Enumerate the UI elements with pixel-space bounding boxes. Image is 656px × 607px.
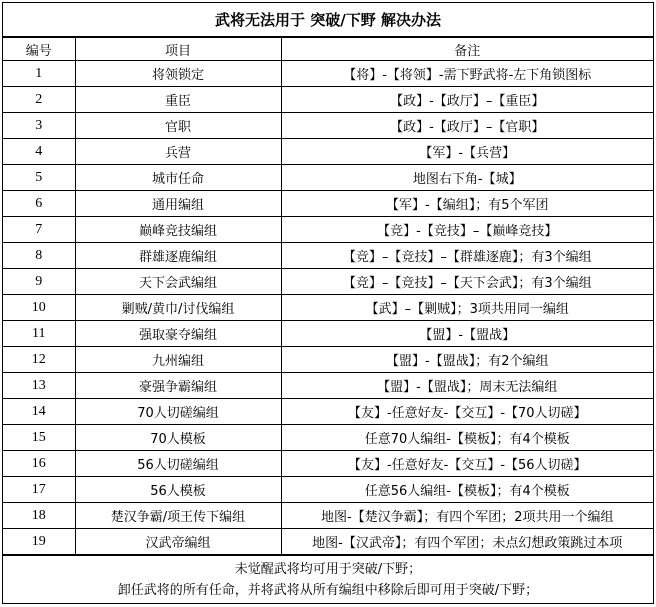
row-number: 11 — [3, 321, 75, 347]
row-notes: 地图右下角-【城】 — [281, 165, 653, 191]
row-notes: 【盟】-【盟战】；有2个编组 — [281, 347, 653, 373]
table-row — [3, 139, 653, 165]
row-number: 17 — [3, 477, 75, 503]
table-row — [3, 477, 653, 503]
row-notes: 【竞】–【竞技】–【天下会武】；有3个编组 — [281, 269, 653, 295]
table-row — [3, 243, 653, 269]
row-number: 4 — [3, 139, 75, 165]
row-number: 2 — [3, 87, 75, 113]
solution-sheet — [2, 2, 654, 604]
table-row — [3, 399, 653, 425]
row-item: 天下会武编组 — [75, 269, 281, 295]
row-notes: 【政】-【政厅】–【重臣】 — [281, 87, 653, 113]
row-item: 56人切磋编组 — [75, 451, 281, 477]
sheet-title: 武将无法用于 突破/下野 解决办法 — [3, 3, 653, 37]
row-item: 楚汉争霸/项王传下编组 — [75, 503, 281, 529]
table-row — [3, 451, 653, 477]
row-number: 16 — [3, 451, 75, 477]
row-number: 5 — [3, 165, 75, 191]
row-item: 兵营 — [75, 139, 281, 165]
solution-table — [3, 37, 653, 555]
row-item: 剿贼/黄巾/讨伐编组 — [75, 295, 281, 321]
header-notes: 备注 — [281, 38, 653, 61]
footer-note-1: 未觉醒武将均可用于突破/下野； — [234, 561, 422, 577]
row-item: 将领锁定 — [75, 61, 281, 87]
row-number: 3 — [3, 113, 75, 139]
row-notes: 【盟】-【盟战】 — [281, 321, 653, 347]
row-notes: 【盟】-【盟战】；周末无法编组 — [281, 373, 653, 399]
table-row — [3, 217, 653, 243]
table-row — [3, 61, 653, 87]
row-notes: 【友】-任意好友-【交互】-【70人切磋】 — [281, 399, 653, 425]
row-item: 城市任命 — [75, 165, 281, 191]
row-item: 重臣 — [75, 87, 281, 113]
row-notes: 【竞】-【竞技】–【巅峰竞技】 — [281, 217, 653, 243]
row-number: 14 — [3, 399, 75, 425]
row-notes: 【政】-【政厅】–【官职】 — [281, 113, 653, 139]
table-row — [3, 503, 653, 529]
row-notes: 地图-【汉武帝】；有四个军团；未点幻想政策跳过本项 — [281, 529, 653, 555]
row-item: 豪强争霸编组 — [75, 373, 281, 399]
row-number: 18 — [3, 503, 75, 529]
table-row — [3, 321, 653, 347]
row-number: 19 — [3, 529, 75, 555]
footer-note-2: 卸任武将的所有任命，并将武将从所有编组中移除后即可用于突破/下野； — [117, 582, 539, 598]
table-row — [3, 347, 653, 373]
table-row — [3, 529, 653, 555]
row-item: 群雄逐鹿编组 — [75, 243, 281, 269]
row-notes: 任意70人编组-【模板】；有4个模板 — [281, 425, 653, 451]
row-notes: 【将】-【将领】-需下野武将-左下角锁图标 — [281, 61, 653, 87]
table-row — [3, 113, 653, 139]
row-item: 九州编组 — [75, 347, 281, 373]
header-item: 项目 — [75, 38, 281, 61]
row-item: 官职 — [75, 113, 281, 139]
table-row — [3, 295, 653, 321]
row-number: 7 — [3, 217, 75, 243]
table-row — [3, 165, 653, 191]
row-number: 1 — [3, 61, 75, 87]
row-notes: 任意56人编组-【模板】；有4个模板 — [281, 477, 653, 503]
row-notes: 【竞】–【竞技】–【群雄逐鹿】；有3个编组 — [281, 243, 653, 269]
row-notes: 地图-【楚汉争霸】；有四个军团；2项共用一个编组 — [281, 503, 653, 529]
row-item: 70人模板 — [75, 425, 281, 451]
row-item: 强取豪夺编组 — [75, 321, 281, 347]
row-item: 汉武帝编组 — [75, 529, 281, 555]
row-item: 70人切磋编组 — [75, 399, 281, 425]
row-notes: 【友】-任意好友-【交互】-【56人切磋】 — [281, 451, 653, 477]
row-number: 8 — [3, 243, 75, 269]
table-row — [3, 373, 653, 399]
row-item: 56人模板 — [75, 477, 281, 503]
row-number: 6 — [3, 191, 75, 217]
row-item: 巅峰竞技编组 — [75, 217, 281, 243]
table-row — [3, 87, 653, 113]
row-notes: 【军】-【兵营】 — [281, 139, 653, 165]
row-number: 10 — [3, 295, 75, 321]
row-notes: 【武】–【剿贼】；3项共用同一编组 — [281, 295, 653, 321]
table-row — [3, 425, 653, 451]
table-row — [3, 191, 653, 217]
header-number: 编号 — [3, 38, 75, 61]
row-number: 12 — [3, 347, 75, 373]
row-number: 9 — [3, 269, 75, 295]
table-body — [3, 61, 653, 555]
row-number: 15 — [3, 425, 75, 451]
row-notes: 【军】-【编组】；有5个军团 — [281, 191, 653, 217]
table-row — [3, 269, 653, 295]
row-number: 13 — [3, 373, 75, 399]
table-header-row — [3, 38, 653, 61]
sheet-footer — [3, 555, 653, 603]
row-item: 通用编组 — [75, 191, 281, 217]
